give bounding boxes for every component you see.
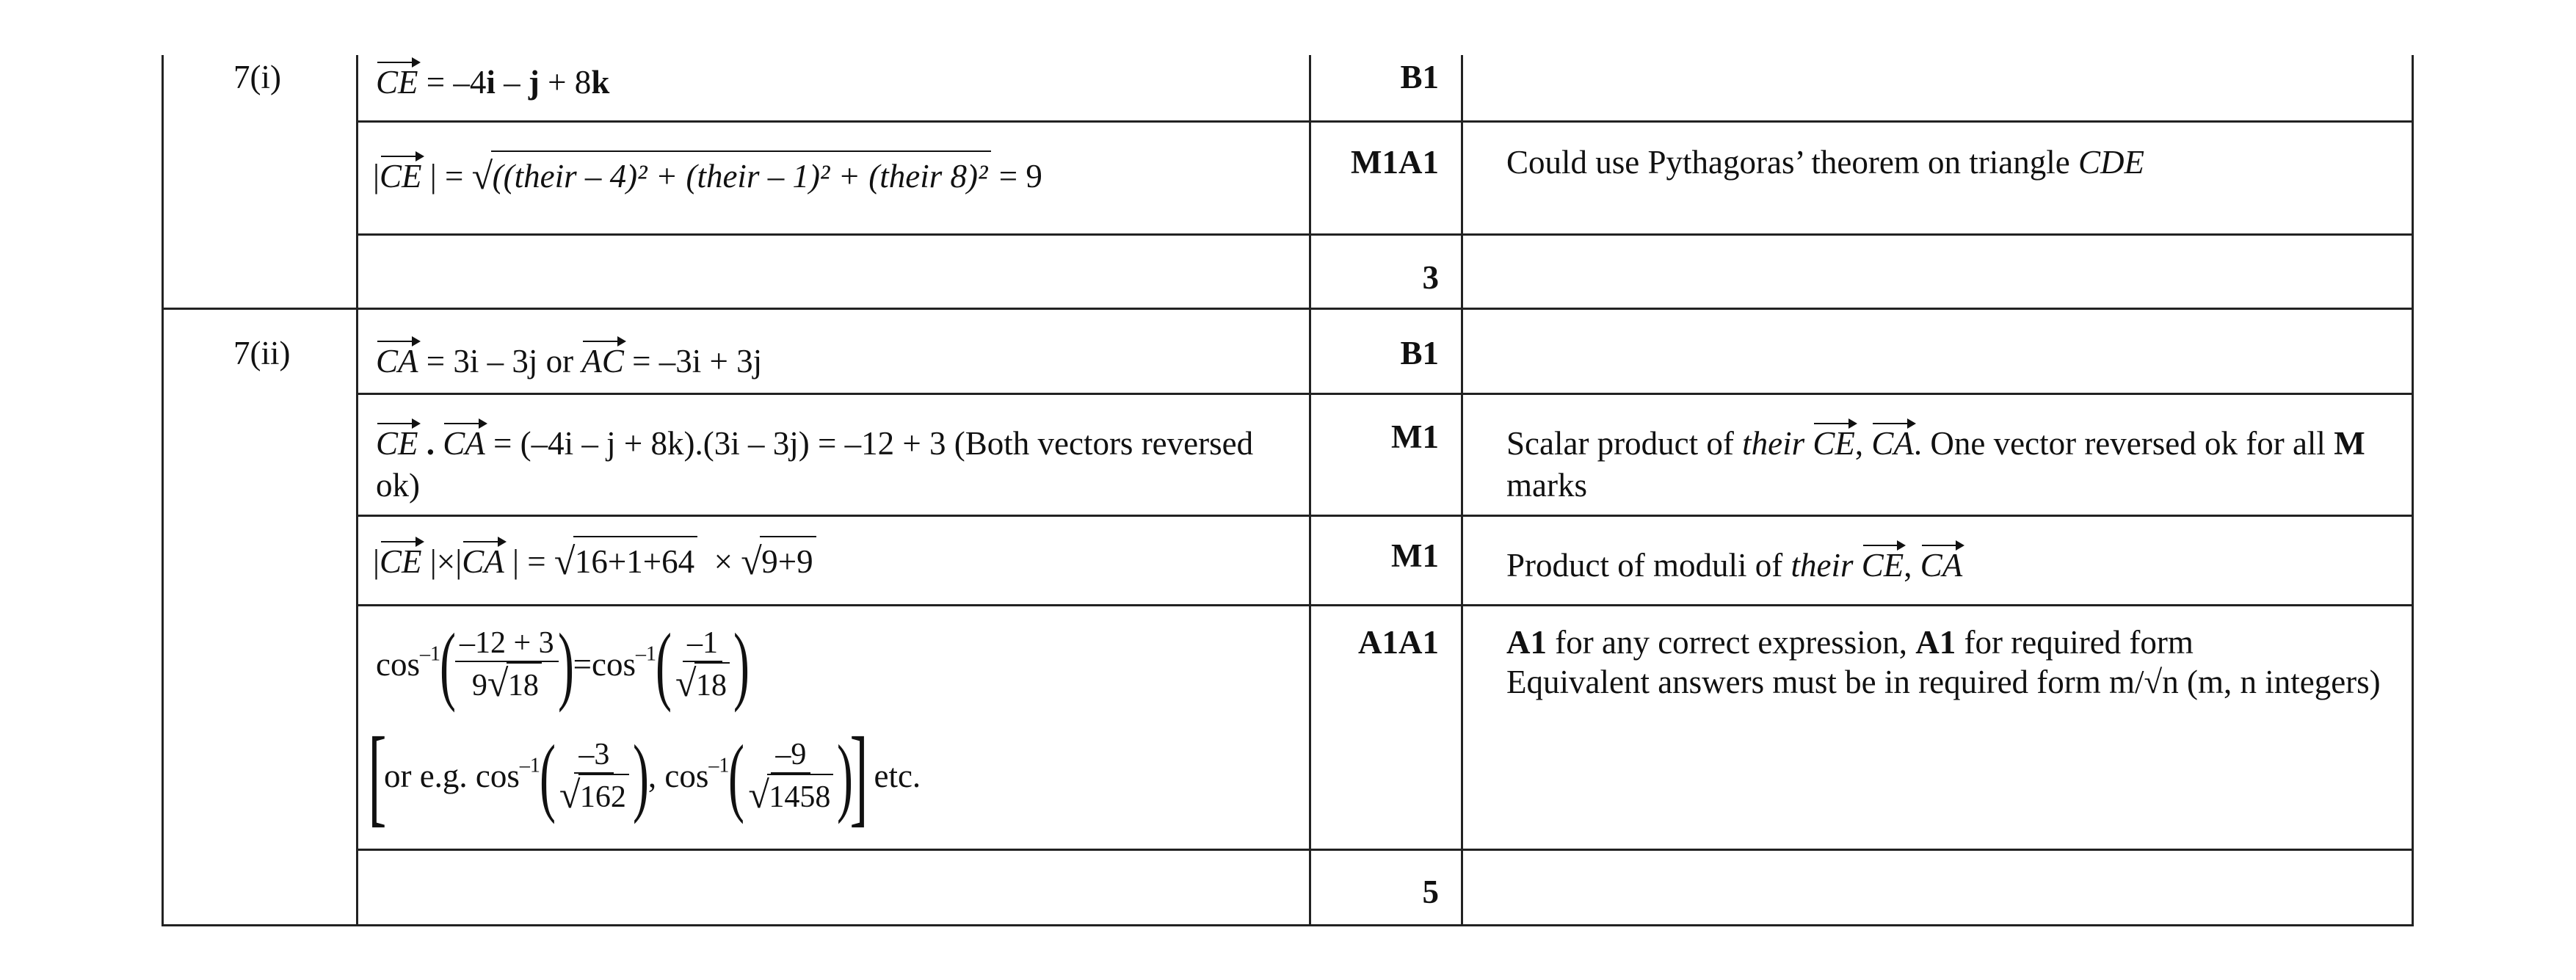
- comment-text: their: [1742, 425, 1805, 462]
- cos-text: cos: [664, 758, 709, 794]
- equals-sign: =: [573, 646, 592, 683]
- answer-text: = 3i – 3j or: [418, 343, 582, 380]
- table-divider-3: [1461, 55, 1463, 926]
- mark-m1a1: M1A1: [1351, 144, 1439, 181]
- answer-ce-modulus: |CE | = √ ((their – 4)² + (their – 1)² + (their 8)² = 9: [373, 150, 1042, 196]
- comment-text: for required form: [1956, 624, 2194, 661]
- table-divider-1: [356, 55, 358, 926]
- vector-ce: CE: [1813, 420, 1855, 460]
- radicand: 9+9: [760, 536, 816, 581]
- answer-scalar-product: CE . CA = (–4i – j + 8k).(3i – 3j) = –12 + 3 (Both vectors reversed: [376, 420, 1253, 463]
- guidance-comment: [1506, 142, 2144, 182]
- comment-text: A1: [1506, 624, 1547, 661]
- row-divider: [356, 120, 2414, 123]
- comment-text: A1: [1915, 624, 1956, 661]
- vector-ca: CA: [1871, 420, 1914, 460]
- guidance-comment: [1506, 623, 2194, 662]
- fraction-numerator: –9: [771, 737, 810, 774]
- answer-text: j: [528, 64, 540, 101]
- table-border-left: [162, 55, 164, 926]
- answer-ce-vector: [376, 59, 609, 102]
- times-sign: ×: [436, 543, 456, 580]
- answer-text: = –4: [418, 64, 487, 101]
- guidance-comment: Product of moduli of their CE, CA: [1506, 542, 1962, 585]
- answer-alternatives: [or e.g. $\cos^{-1}$( –3 √ 162 ), $\cos^{-1}$( –9 √ 1458 )] etc.: [368, 715, 921, 837]
- guidance-comment-cont: marks: [1506, 467, 1587, 504]
- row-divider: [356, 849, 2414, 851]
- radicand: 18: [507, 662, 542, 703]
- vector-ca: CA: [376, 338, 418, 377]
- comment-text: for any correct expression,: [1547, 624, 1916, 661]
- comment-text: their: [1790, 547, 1854, 584]
- answer-text-cont: ok): [376, 467, 420, 504]
- answer-text: k: [591, 64, 610, 101]
- vector-ca: CA: [443, 420, 485, 460]
- inverse-superscript: –1: [519, 754, 540, 777]
- fraction-numerator: –3: [574, 737, 614, 774]
- answer-text: = –3i + 3j: [623, 343, 763, 380]
- inverse-superscript: –1: [420, 642, 440, 666]
- vector-ce: CE: [380, 153, 422, 192]
- guidance-comment: Scalar product of their CE, CA. One vector reversed ok for all M: [1506, 420, 2365, 463]
- radicand: 18: [694, 662, 730, 703]
- comment-text: Scalar product of: [1506, 425, 1743, 462]
- table-border-right: [2412, 55, 2414, 926]
- fraction: –12 + 3 9 √ 18: [455, 625, 559, 703]
- row-divider: [356, 604, 2414, 606]
- answer-text: + 8: [539, 64, 592, 101]
- row-divider: [162, 308, 2414, 310]
- answer-text: –: [495, 64, 529, 101]
- answer-ca-vector: [376, 338, 762, 381]
- radicand: 16+1+64: [573, 536, 697, 581]
- inverse-superscript: –1: [708, 754, 730, 777]
- comment-text: Could use Pythagoras’ theorem on triangle: [1506, 144, 2078, 181]
- row-divider: [356, 233, 2414, 236]
- answer-angle: $\cos^{-1}$( –12 + 3 9 √ 18 )$=\cos^{-1}$( –1 √ 18 ): [376, 615, 750, 713]
- row-divider: [356, 393, 2414, 395]
- table-divider-2: [1309, 55, 1311, 926]
- fraction-numerator: –12 + 3: [455, 625, 559, 662]
- radicand: 1458: [767, 774, 833, 815]
- answer-text: i: [486, 64, 496, 101]
- fraction: –3 √ 162: [555, 737, 634, 815]
- comma: ,: [647, 758, 657, 794]
- modulus-result: = 9: [998, 158, 1042, 195]
- comment-text: M: [2334, 425, 2365, 462]
- total-marks: 5: [1422, 874, 1439, 910]
- mark-b1: B1: [1400, 59, 1439, 95]
- total-marks: 3: [1422, 259, 1439, 296]
- mark-a1a1: A1A1: [1358, 624, 1439, 661]
- mark-b1: B1: [1400, 335, 1439, 371]
- comment-text: . One vector reversed ok for all: [1913, 425, 2334, 462]
- answer-text: = (–4i – j + 8k).(3i – 3j) = –12 + 3 (Both vectors reversed: [485, 425, 1254, 462]
- comment-text: CDE: [2078, 144, 2144, 181]
- vector-ce: CE: [376, 420, 418, 460]
- alternative-text: or e.g. cos: [383, 758, 520, 794]
- cos-text: cos: [592, 646, 636, 683]
- mark-m1: M1: [1391, 418, 1439, 455]
- row-divider: [356, 515, 2414, 517]
- comment-text: Product of moduli of: [1506, 547, 1791, 584]
- question-label: 7(i): [233, 59, 281, 95]
- question-label: 7(ii): [233, 335, 291, 371]
- vector-ca: CA: [1920, 542, 1963, 581]
- radicand: 162: [578, 774, 629, 815]
- vector-ac: AC: [581, 338, 624, 377]
- vector-ce: CE: [1862, 542, 1904, 581]
- vector-ca: CA: [462, 538, 504, 578]
- fraction: –1 √ 18: [671, 625, 734, 703]
- inverse-superscript: –1: [636, 642, 657, 666]
- modulus-expression: ((their – 4)² + (their – 1)² + (their 8)²: [492, 158, 988, 195]
- fraction-denominator: 9: [471, 669, 487, 703]
- etc-text: etc.: [874, 758, 921, 794]
- table-border-bottom: [162, 924, 2414, 926]
- answer-moduli-product: |CE |×|CA | = √ 16+1+64 × √ 9+9: [373, 536, 816, 581]
- cos-text: cos: [376, 646, 420, 683]
- guidance-comment-2: Equivalent answers must be in required form m/√n (m, n integers): [1506, 664, 2381, 700]
- vector-ce: CE: [380, 538, 422, 578]
- vector-ce: CE: [376, 59, 418, 98]
- fraction-numerator: –1: [683, 625, 722, 662]
- mark-m1: M1: [1391, 537, 1439, 574]
- fraction: –9 √ 1458: [744, 737, 838, 815]
